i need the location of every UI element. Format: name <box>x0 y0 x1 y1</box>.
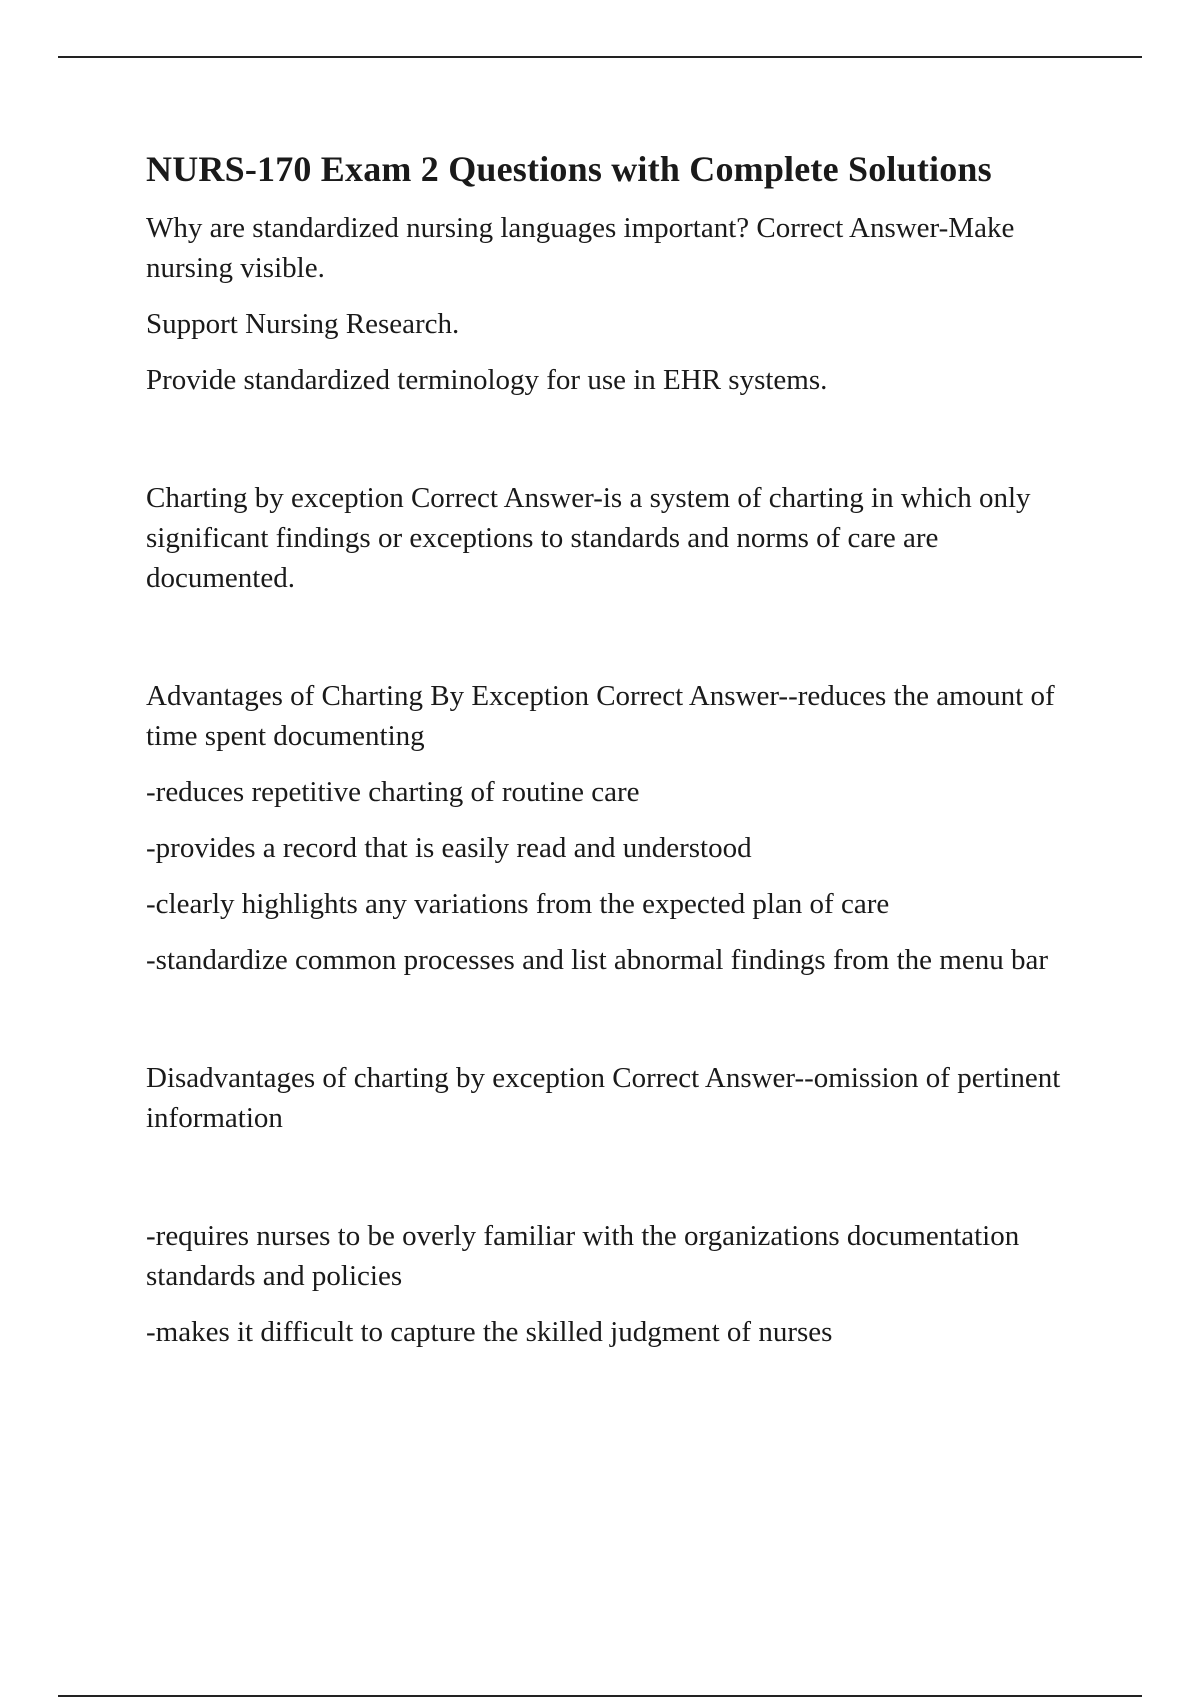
paragraph: -reduces repetitive charting of routine care <box>146 776 640 808</box>
paragraph: -requires nurses to be overly familiar with the organizations documentation standards and policies <box>146 1220 1020 1292</box>
paragraph: Disadvantages of charting by exception Correct Answer--omission of pertinent information <box>146 1062 1061 1134</box>
paragraph: Support Nursing Research. <box>146 308 460 340</box>
paragraph: -makes it difficult to capture the skilled judgment of nurses <box>146 1316 833 1348</box>
qa-block-disadvantages-continued <box>146 1216 1086 1352</box>
paragraph: Advantages of Charting By Exception Correct Answer--reduces the amount of time spent documenting <box>146 680 1055 752</box>
paragraph: Charting by exception Correct Answer-is a system of charting in which only significant findings or exceptions to standards and norms of care are documented. <box>146 482 1031 594</box>
paragraph: Why are standardized nursing languages important? Correct Answer-Make nursing visible. <box>146 212 1015 284</box>
bottom-rule <box>58 1695 1142 1697</box>
qa-block-advantages <box>146 676 1086 980</box>
top-rule <box>58 56 1142 58</box>
paragraph: Provide standardized terminology for use in EHR systems. <box>146 364 828 396</box>
paragraph: -provides a record that is easily read and understood <box>146 832 752 864</box>
qa-block-disadvantages <box>146 1058 1086 1138</box>
document-body <box>146 144 1086 1368</box>
paragraph: -clearly highlights any variations from the expected plan of care <box>146 888 890 920</box>
qa-block-standardized-languages <box>146 208 1086 400</box>
paragraph: -standardize common processes and list abnormal findings from the menu bar <box>146 944 1048 976</box>
qa-block-charting-by-exception <box>146 478 1086 598</box>
page-title: NURS-170 Exam 2 Questions with Complete Solutions <box>146 149 992 189</box>
